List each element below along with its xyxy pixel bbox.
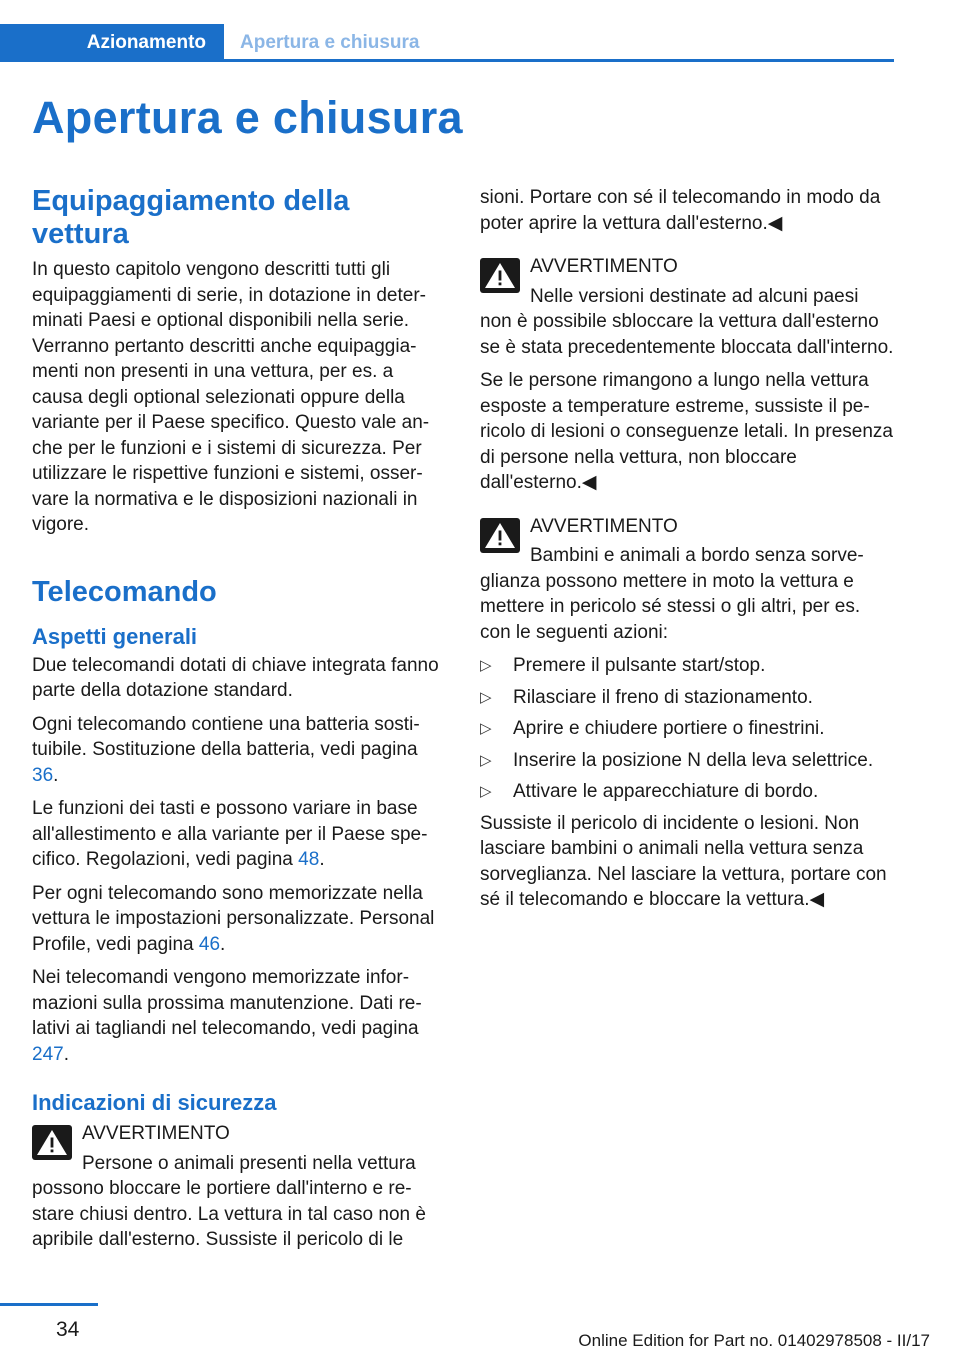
footer-rule xyxy=(0,1303,98,1306)
link-page-46[interactable]: 46 xyxy=(198,933,221,955)
heading-equipaggiamento: Equipaggiamento della vettura xyxy=(32,185,350,250)
section-tab: Azionamento xyxy=(0,24,224,62)
link-page-48[interactable]: 48 xyxy=(298,849,320,870)
warning-1-text: Persone o animali presenti nella vettura possono bloccare le portiere dall'interno e restare chiusi dentro. La vettura in tal caso non è apribile dall'esterno. Sussiste il pericolo di le xyxy=(32,1152,426,1250)
page-number: 34 xyxy=(56,1318,80,1341)
list-item: ▷ Inserire la posizione N della leva selettrice. xyxy=(480,748,894,774)
page-title: Apertura e chiusura xyxy=(32,92,463,143)
warning-triangle-icon xyxy=(480,258,520,293)
page-header xyxy=(0,24,960,62)
link-page-36[interactable]: 36 xyxy=(32,764,54,786)
paragraph-equipaggiamento: In questo capitolo vengono descritti tutti gli equipaggiamenti di serie, in dotazione in determinati Paesi e optional disponibili nella serie. Verranno pertanto descritti anche equipaggiamenti non presenti in una vettura, per es. a causa degli optional selezionati oppure della variante per il Paese specifico. Questo vale anche per le funzioni e i sistemi di sicurezza. Per utilizzare le rispettive funzioni e sistemi, osservare la normativa e le disposizioni nazionali in vigore. xyxy=(32,259,430,535)
warning-3-paragraph: Sussiste il pericolo di incidente o lesioni. Non lasciare bambini o animali nella vettura senza sorveglianza. Nel lasciare la vettura, portare con sé il telecomando e bloccare la vettura.◀ xyxy=(480,812,887,910)
paragraph-funzioni-tasti: Le funzioni dei tasti e possono variare in base all'allestimento e alla variante per il Paese specifico. Regolazioni, vedi pagina 48. xyxy=(32,798,428,870)
warning-2-text: Nelle versioni destinate ad alcuni paesi non è possibile sbloccare la vettura dall'esterno se è stata precedentemente bloccata dall'interno. xyxy=(480,285,894,358)
paragraph-telecomandi-dotazione: Due telecomandi dotati di chiave integrata fanno parte della dotazione standard. xyxy=(32,654,439,701)
list-item: ▷ Attivare le apparecchiature di bordo. xyxy=(480,779,894,805)
heading-telecomando: Telecomando xyxy=(32,575,217,608)
warning-2-title: AVVERTIMENTO xyxy=(530,256,678,277)
actions-list xyxy=(480,653,894,805)
warning-block-1 xyxy=(32,1121,446,1253)
list-item: ▷ Aprire e chiudere portiere o finestrini. xyxy=(480,716,894,742)
paragraph-batteria: Ogni telecomando contiene una batteria sostituibile. Sostituzione della batteria, vedi pagina 36. xyxy=(32,713,420,786)
paragraph-manutenzione: Nei telecomandi vengono memorizzate informazioni sulla prossima manutenzione. Dati relativi ai tagliandi nel telecomando, vedi pagina 247. xyxy=(32,967,422,1065)
warning-2-paragraph: Se le persone rimangono a lungo nella vettura esposte a temperature estreme, sussiste il pericolo di lesioni o conseguenze letali. In presenza di persone nella vettura, non bloccare dall'esterno.◀ xyxy=(480,370,893,493)
heading-aspetti-generali: Aspetti generali xyxy=(32,623,198,649)
warning-1-title: AVVERTIMENTO xyxy=(82,1123,230,1144)
warning-3-text: Bambini e animali a bordo senza sorveglianza possono mettere in moto la vettura e mettere in pericolo sé stessi o gli altri, per es. con le seguenti azioni: xyxy=(480,545,864,643)
warning-3-title: AVVERTIMENTO xyxy=(530,515,678,537)
link-page-247[interactable]: 247 xyxy=(32,1043,64,1065)
warning-block-3 xyxy=(480,514,894,646)
warning-triangle-icon xyxy=(480,518,520,553)
warning-block-2 xyxy=(480,254,894,360)
paragraph-personal-profile: Per ogni telecomando sono memorizzate nella vettura le impostazioni personalizzate. Personal Profile, vedi pagina 46. xyxy=(32,882,435,955)
left-column xyxy=(32,185,446,1261)
list-item: ▷ Premere il pulsante start/stop. xyxy=(480,653,894,679)
heading-indicazioni-sicurezza: Indicazioni di sicurezza xyxy=(32,1090,277,1115)
edition-note: Online Edition for Part no. 01402978508 - II/17 xyxy=(578,1331,930,1350)
warning-1-continued: sioni. Portare con sé il telecomando in modo da poter aprire la vettura dall'esterno.◀ xyxy=(480,187,881,234)
list-item: ▷ Rilasciare il freno di stazionamento. xyxy=(480,685,894,711)
warning-triangle-icon xyxy=(32,1125,72,1160)
chapter-tab: Apertura e chiusura xyxy=(240,32,420,53)
header-rule xyxy=(224,59,894,62)
right-column xyxy=(480,185,894,921)
